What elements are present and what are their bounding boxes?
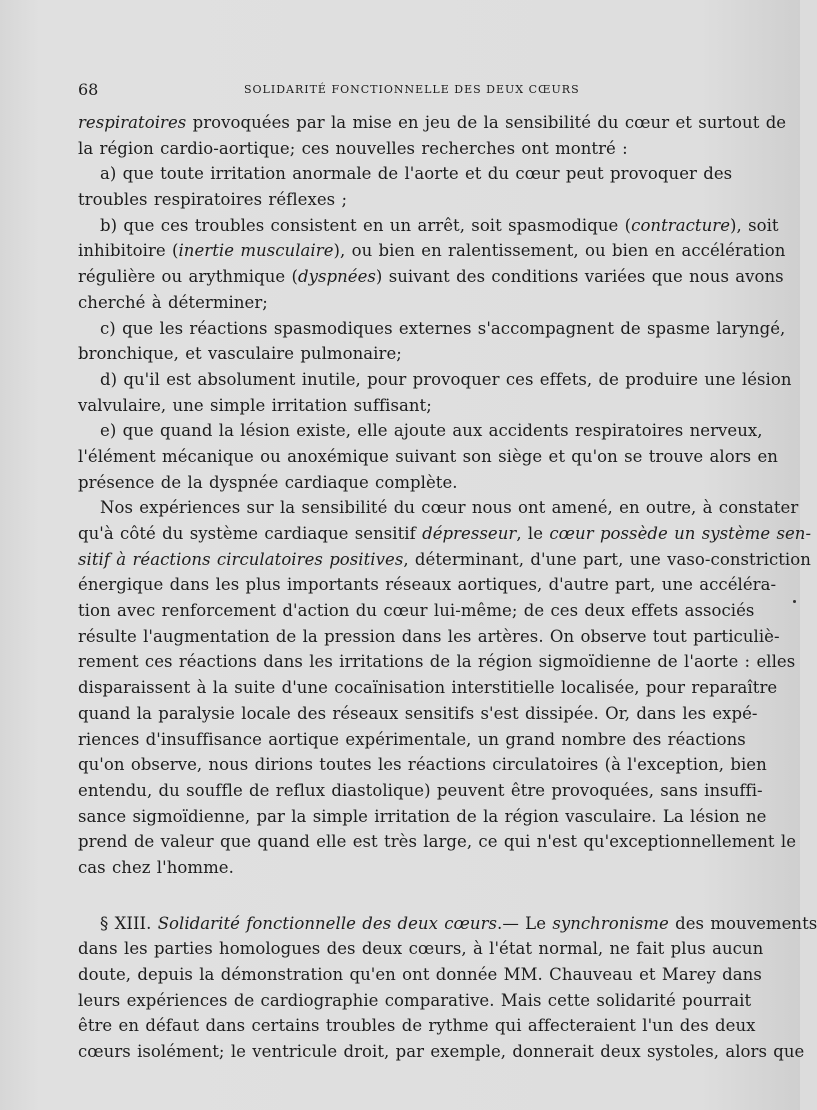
text-line: valvulaire, une simple irritation suffisant; [78,395,432,415]
text-line: bronchique, et vasculaire pulmonaire; [78,344,402,364]
text-line: sitif à réactions circulatoires positives, déterminant, d'une part, une vaso-constriction [78,549,811,569]
text-line: entendu, du souffle de reflux diastolique) peuvent être provoquées, sans insuffi- [78,780,763,800]
text-line: cherché à déterminer; [78,292,268,312]
paper-speck [793,600,796,603]
text-line: l'élément mécanique ou anoxémique suivant son siège et qu'on se trouve alors en [78,446,778,466]
text-line: qu'à côté du système cardiaque sensitif dépresseur, le cœur possède un système sen- [78,524,812,543]
running-head [0,80,800,104]
text-line: doute, depuis la démonstration qu'en ont donnée MM. Chauveau et Marey dans [78,965,762,984]
text-line: Nos expériences sur la sensibilité du cœur nous ont amené, en outre, à constater [100,498,799,518]
text-line: b) que ces troubles consistent en un arrêt, soit spasmodique (contracture), soit [100,215,779,235]
text-line: quand la paralysie locale des réseaux sensitifs s'est dissipée. Or, dans les expé- [78,703,758,723]
text-line: d) qu'il est absolument inutile, pour provoquer ces effets, de produire une lésion [100,369,792,389]
text-line: inhibitoire (inertie musculaire), ou bien en ralentissement, ou bien en accélération [78,241,786,261]
text-line: e) que quand la lésion existe, elle ajoute aux accidents respiratoires nerveux, [100,421,763,441]
text-line: respiratoires provoquées par la mise en jeu de la sensibilité du cœur et surtout de [78,113,787,132]
section-heading-line: § XIII. Solidarité fonctionnelle des deux cœurs.— Le synchronisme des mouvements [100,913,817,933]
text-line: cœurs isolément; le ventricule droit, par exemple, donnerait deux systoles, alors que [78,1042,805,1062]
text-line: prend de valeur que quand elle est très large, ce qui n'est qu'exceptionnellement le [78,832,797,852]
text-line: qu'on observe, nous dirions toutes les réactions circulatoires (à l'exception, bien [78,755,767,775]
text-line: tion avec renforcement d'action du cœur lui-même; de ces deux effets associés [78,601,755,621]
text-line: régulière ou arythmique (dyspnées) suivant des conditions variées que nous avons [78,267,784,287]
text-line: disparaissent à la suite d'une cocaïnisation interstitielle localisée, pour reparaître [78,678,778,698]
text-line: c) que les réactions spasmodiques externes s'accompagnent de spasme laryngé, [100,318,786,338]
text-line: dans les parties homologues des deux cœurs, à l'état normal, ne fait plus aucun [78,939,764,959]
text-line: être en défaut dans certains troubles de rythme qui affecteraient l'un des deux [78,1016,756,1036]
text-line: résulte l'augmentation de la pression dans les artères. On observe tout particuliè- [78,626,780,646]
running-title: SOLIDARITÉ FONCTIONNELLE DES DEUX CŒURS [244,83,580,96]
text-line: cas chez l'homme. [78,857,234,877]
page-body [78,110,817,1065]
page-number: 68 [78,80,99,99]
text-line: a) que toute irritation anormale de l'aorte et du cœur peut provoquer des [100,164,733,184]
text-line: énergique dans les plus importants réseaux aortiques, d'autre part, une accéléra- [78,575,777,595]
text-line: troubles respiratoires réflexes ; [78,190,348,210]
text-line: leurs expériences de cardiographie comparative. Mais cette solidarité pourrait [78,990,752,1010]
text-line: rement ces réactions dans les irritations de la région sigmoïdienne de l'aorte : elles [78,652,796,672]
text-line: sance sigmoïdienne, par la simple irritation de la région vasculaire. La lésion ne [78,806,767,826]
text-line: présence de la dyspnée cardiaque complète. [78,472,458,492]
text-line: riences d'insuffisance aortique expérimentale, un grand nombre des réactions [78,729,746,749]
text-line: la région cardio-aortique; ces nouvelles recherches ont montré : [78,138,628,158]
section-gap [78,881,718,911]
